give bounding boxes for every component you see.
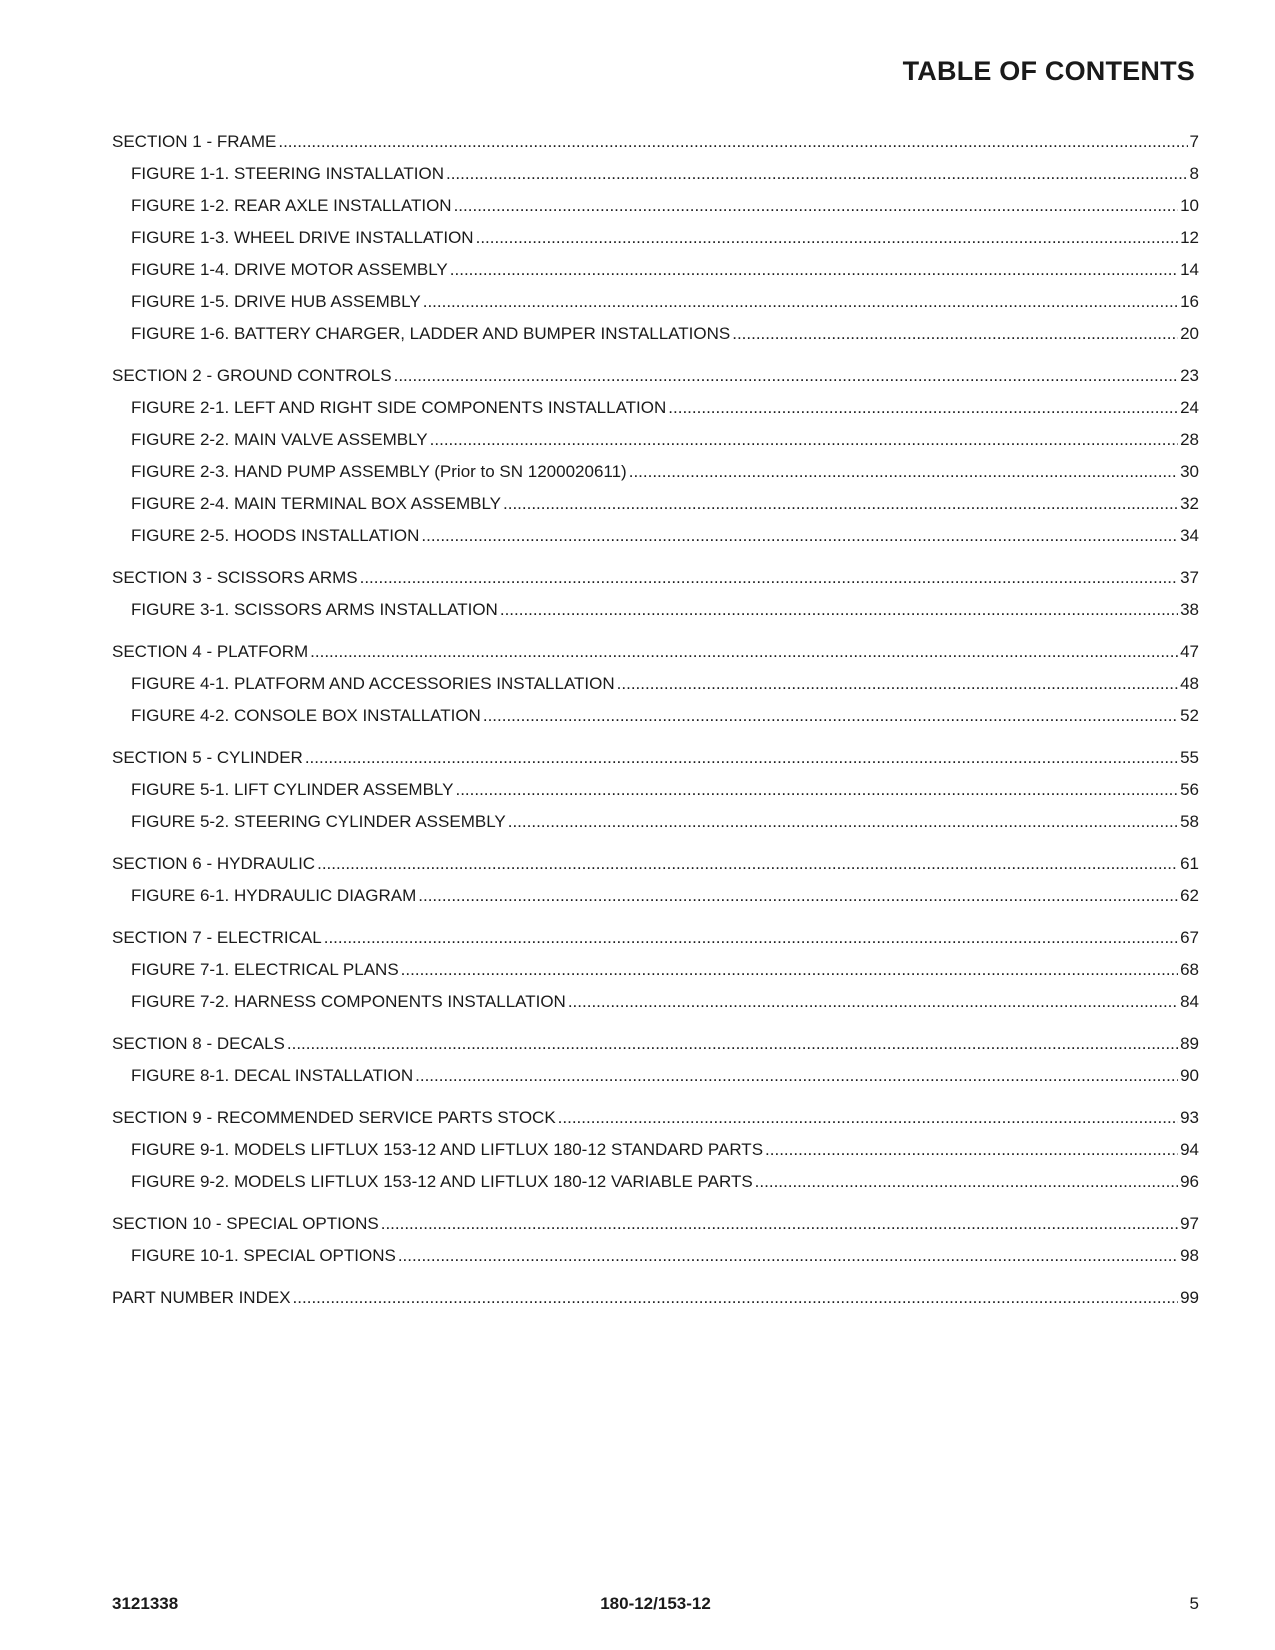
toc-dot-leader (568, 992, 1178, 1012)
toc-figure-entry[interactable] (112, 494, 1199, 514)
toc-entry-page: 12 (1180, 228, 1199, 247)
toc-entry-page: 68 (1180, 960, 1199, 979)
toc-entry-page: 14 (1180, 260, 1199, 279)
toc-entry-label: FIGURE 2-2. MAIN VALVE ASSEMBLY (131, 430, 428, 449)
toc-entry-label: SECTION 9 - RECOMMENDED SERVICE PARTS STOCK (112, 1108, 556, 1127)
toc-figure-entry[interactable] (112, 196, 1199, 216)
toc-entry-page: 94 (1180, 1140, 1199, 1159)
toc-dot-leader (476, 228, 1178, 248)
toc-entry-page: 28 (1180, 430, 1199, 449)
toc-entry-page: 67 (1180, 928, 1199, 947)
toc-section-entry[interactable] (112, 642, 1199, 662)
toc-entry-label: SECTION 1 - FRAME (112, 132, 277, 151)
toc-entry-page: 62 (1180, 886, 1199, 905)
toc-entry-label: FIGURE 9-1. MODELS LIFTLUX 153-12 AND LIFTLUX 180-12 STANDARD PARTS (131, 1140, 764, 1159)
toc-dot-leader (483, 706, 1178, 726)
toc-entry-page: 30 (1180, 462, 1199, 481)
toc-section-entry[interactable] (112, 854, 1199, 874)
toc-figure-entry[interactable] (112, 992, 1199, 1012)
toc-entry-label: FIGURE 9-2. MODELS LIFTLUX 153-12 AND LIFTLUX 180-12 VARIABLE PARTS (131, 1172, 753, 1191)
toc-entry-label: FIGURE 3-1. SCISSORS ARMS INSTALLATION (131, 600, 498, 619)
toc-entry-page: 38 (1180, 600, 1199, 619)
toc-figure-entry[interactable] (112, 398, 1199, 418)
toc-entry-page: 58 (1180, 812, 1199, 831)
toc-entry-page: 16 (1180, 292, 1199, 311)
toc-entry-label: SECTION 7 - ELECTRICAL (112, 928, 322, 947)
toc-section-entry[interactable] (112, 1214, 1199, 1234)
toc-dot-leader (394, 366, 1178, 386)
toc-dot-leader (454, 196, 1179, 216)
toc-entry-label: FIGURE 10-1. SPECIAL OPTIONS (131, 1246, 396, 1265)
footer-page-number: 5 (1189, 1594, 1199, 1613)
toc-entry-page: 20 (1180, 324, 1199, 343)
toc-entry-label: FIGURE 2-4. MAIN TERMINAL BOX ASSEMBLY (131, 494, 501, 513)
toc-entry-page: 24 (1180, 398, 1199, 417)
toc-figure-entry[interactable] (112, 706, 1199, 726)
toc-entry-page: 61 (1180, 854, 1199, 873)
toc-dot-leader (381, 1214, 1178, 1234)
toc-figure-entry[interactable] (112, 780, 1199, 800)
toc-dot-leader (421, 526, 1178, 546)
toc-entry-label: FIGURE 2-5. HOODS INSTALLATION (131, 526, 420, 545)
toc-entry-page: 56 (1180, 780, 1199, 799)
toc-dot-leader (317, 854, 1178, 874)
toc-entry-label: FIGURE 7-1. ELECTRICAL PLANS (131, 960, 399, 979)
toc-entry-label: SECTION 3 - SCISSORS ARMS (112, 568, 358, 587)
toc-entry-label: FIGURE 8-1. DECAL INSTALLATION (131, 1066, 414, 1085)
toc-dot-leader (287, 1034, 1178, 1054)
toc-dot-leader (293, 1288, 1179, 1308)
toc-figure-entry[interactable] (112, 228, 1199, 248)
toc-dot-leader (503, 494, 1178, 514)
toc-entry-page: 32 (1180, 494, 1199, 513)
page-title: TABLE OF CONTENTS (902, 56, 1195, 86)
toc-section-entry[interactable] (112, 1034, 1199, 1054)
toc-entry-label: FIGURE 1-6. BATTERY CHARGER, LADDER AND BUMPER INSTALLATIONS (131, 324, 731, 343)
toc-section-entry[interactable] (112, 132, 1199, 152)
toc-dot-leader (401, 960, 1178, 980)
toc-entry-label: FIGURE 1-1. STEERING INSTALLATION (131, 164, 444, 183)
toc-figure-entry[interactable] (112, 960, 1199, 980)
toc-dot-leader (617, 674, 1178, 694)
toc-entry-page: 10 (1180, 196, 1199, 215)
toc-entry-label: FIGURE 1-5. DRIVE HUB ASSEMBLY (131, 292, 421, 311)
toc-dot-leader (310, 642, 1178, 662)
table-of-contents (112, 132, 1199, 1320)
toc-dot-leader (668, 398, 1178, 418)
toc-dot-leader (446, 164, 1188, 184)
footer-doc-number: 3121338 (112, 1594, 179, 1613)
toc-section-entry[interactable] (112, 568, 1199, 588)
toc-entry-label: PART NUMBER INDEX (112, 1288, 291, 1307)
toc-entry-page: 55 (1180, 748, 1199, 767)
toc-dot-leader (755, 1172, 1178, 1192)
toc-figure-entry[interactable] (112, 526, 1199, 546)
toc-entry-label: SECTION 5 - CYLINDER (112, 748, 303, 767)
toc-figure-entry[interactable] (112, 260, 1199, 280)
toc-entry-page: 89 (1180, 1034, 1199, 1053)
page-footer (112, 1594, 1199, 1618)
toc-dot-leader (450, 260, 1178, 280)
toc-entry-label: FIGURE 5-2. STEERING CYLINDER ASSEMBLY (131, 812, 506, 831)
toc-dot-leader (415, 1066, 1178, 1086)
toc-figure-entry[interactable] (112, 1172, 1199, 1192)
toc-dot-leader (360, 568, 1178, 588)
toc-entry-label: FIGURE 5-1. LIFT CYLINDER ASSEMBLY (131, 780, 454, 799)
toc-entry-page: 93 (1180, 1108, 1199, 1127)
toc-entry-label: FIGURE 1-4. DRIVE MOTOR ASSEMBLY (131, 260, 448, 279)
toc-entry-page: 48 (1180, 674, 1199, 693)
toc-entry-page: 84 (1180, 992, 1199, 1011)
toc-entry-label: FIGURE 4-1. PLATFORM AND ACCESSORIES INSTALLATION (131, 674, 615, 693)
toc-dot-leader (418, 886, 1178, 906)
toc-dot-leader (324, 928, 1178, 948)
toc-figure-entry[interactable] (112, 1140, 1199, 1160)
toc-dot-leader (398, 1246, 1178, 1266)
toc-entry-label: SECTION 6 - HYDRAULIC (112, 854, 316, 873)
toc-entry-label: FIGURE 2-3. HAND PUMP ASSEMBLY (Prior to SN 1200020611) (131, 462, 627, 481)
toc-entry-label: SECTION 2 - GROUND CONTROLS (112, 366, 392, 385)
toc-section-entry[interactable] (112, 1108, 1199, 1128)
toc-figure-entry[interactable] (112, 812, 1199, 832)
toc-entry-page: 98 (1180, 1246, 1199, 1265)
toc-entry-page: 7 (1189, 132, 1199, 151)
toc-dot-leader (278, 132, 1187, 152)
toc-entry-page: 52 (1180, 706, 1199, 725)
toc-figure-entry[interactable] (112, 324, 1199, 344)
toc-dot-leader (765, 1140, 1178, 1160)
toc-section-entry[interactable] (112, 748, 1199, 768)
toc-section-entry[interactable] (112, 928, 1199, 948)
toc-entry-label: FIGURE 1-3. WHEEL DRIVE INSTALLATION (131, 228, 474, 247)
toc-entry-page: 37 (1180, 568, 1199, 587)
toc-entry-page: 34 (1180, 526, 1199, 545)
toc-figure-entry[interactable] (112, 600, 1199, 620)
toc-figure-entry[interactable] (112, 292, 1199, 312)
toc-entry-label: SECTION 10 - SPECIAL OPTIONS (112, 1214, 379, 1233)
toc-entry-page: 8 (1189, 164, 1199, 183)
toc-entry-page: 90 (1180, 1066, 1199, 1085)
toc-entry-page: 96 (1180, 1172, 1199, 1191)
toc-entry-label: FIGURE 1-2. REAR AXLE INSTALLATION (131, 196, 452, 215)
toc-entry-label: SECTION 4 - PLATFORM (112, 642, 309, 661)
toc-dot-leader (455, 780, 1178, 800)
toc-entry-label: FIGURE 2-1. LEFT AND RIGHT SIDE COMPONENTS INSTALLATION (131, 398, 667, 417)
toc-section-entry[interactable] (112, 1288, 1199, 1308)
toc-figure-entry[interactable] (112, 462, 1199, 482)
toc-dot-leader (732, 324, 1178, 344)
toc-entry-label: SECTION 8 - DECALS (112, 1034, 285, 1053)
toc-figure-entry[interactable] (112, 674, 1199, 694)
toc-dot-leader (500, 600, 1178, 620)
toc-dot-leader (629, 462, 1178, 482)
toc-entry-label: FIGURE 6-1. HYDRAULIC DIAGRAM (131, 886, 417, 905)
toc-entry-label: FIGURE 7-2. HARNESS COMPONENTS INSTALLATION (131, 992, 566, 1011)
toc-figure-entry[interactable] (112, 430, 1199, 450)
toc-dot-leader (423, 292, 1178, 312)
toc-dot-leader (430, 430, 1178, 450)
toc-section-entry[interactable] (112, 366, 1199, 386)
toc-entry-page: 47 (1180, 642, 1199, 661)
toc-dot-leader (305, 748, 1178, 768)
toc-entry-page: 99 (1180, 1288, 1199, 1307)
toc-entry-page: 97 (1180, 1214, 1199, 1233)
toc-entry-page: 23 (1180, 366, 1199, 385)
toc-figure-entry[interactable] (112, 886, 1199, 906)
footer-model: 180-12/153-12 (600, 1594, 711, 1613)
toc-figure-entry[interactable] (112, 164, 1199, 184)
toc-dot-leader (558, 1108, 1178, 1128)
toc-figure-entry[interactable] (112, 1066, 1199, 1086)
toc-dot-leader (508, 812, 1178, 832)
toc-entry-label: FIGURE 4-2. CONSOLE BOX INSTALLATION (131, 706, 481, 725)
toc-figure-entry[interactable] (112, 1246, 1199, 1266)
